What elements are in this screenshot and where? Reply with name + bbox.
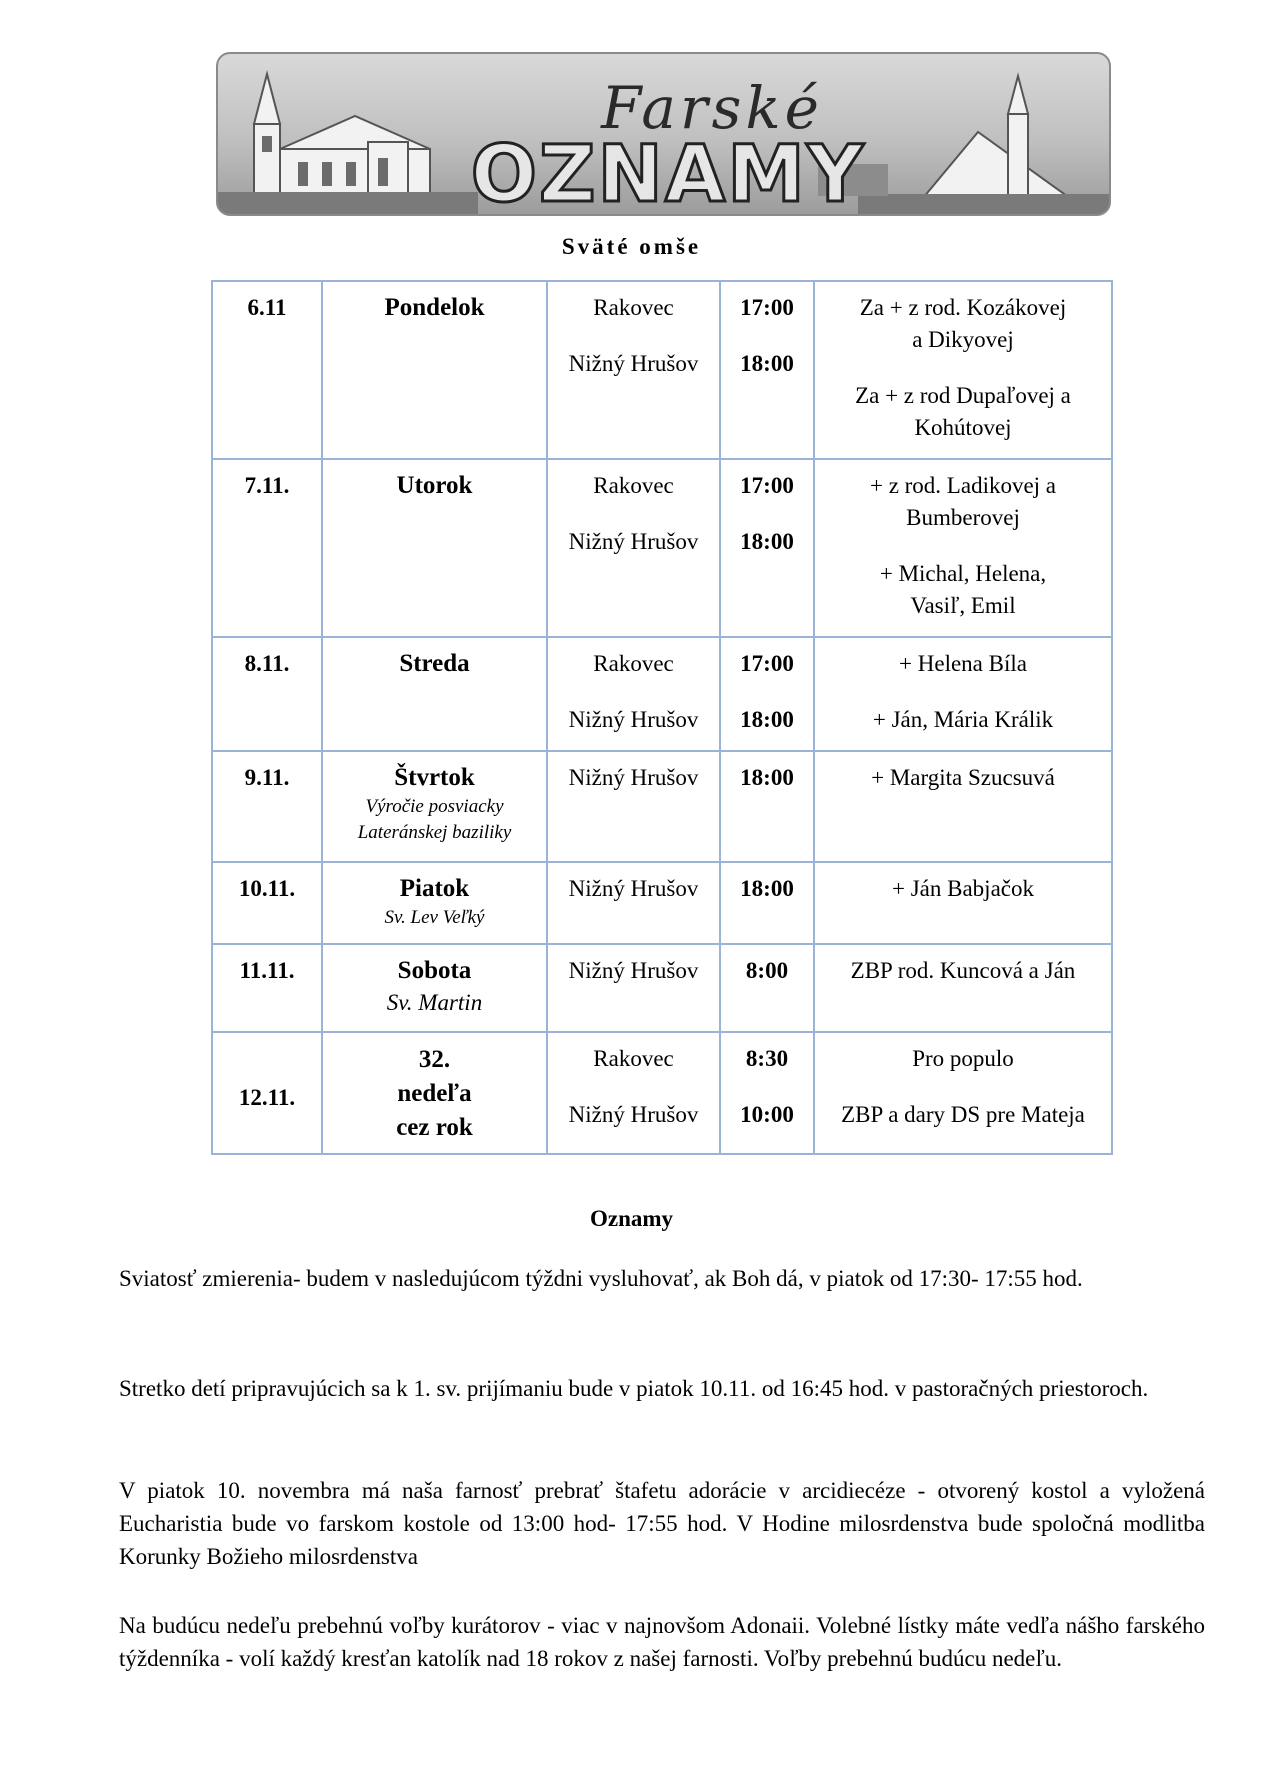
mass-intention: + Helena Bíla: [899, 651, 1027, 676]
date-cell: 7.11.: [212, 459, 322, 637]
intention-cell: [814, 751, 1112, 862]
mass-intention: + Ján Babjačok: [892, 876, 1034, 901]
table-row: [212, 944, 1112, 1032]
place-name: Rakovec: [593, 473, 674, 498]
announcement-4: Na budúcu nedeľu prebehnú voľby kurátorov - viac v najnovšom Adonaii. Volebné lístky máte vedľa nášho farského týždenníka - volí každý kresťan katolík nad 18 rokov z našej farnosti. Voľby prebehnú budúcu nedeľu.: [119, 1613, 1205, 1671]
mass-intention: + z rod. Ladikovej a Bumberovej: [869, 473, 1057, 530]
mass-time: 18:00: [740, 876, 794, 901]
intention-cell: [814, 281, 1112, 459]
place-name: Nižný Hrušov: [568, 958, 699, 983]
intention-cell: [814, 459, 1112, 637]
place-cell: [547, 281, 720, 459]
place-name: Nižný Hrušov: [568, 707, 699, 732]
place-cell: [547, 459, 720, 637]
table-row: [212, 1032, 1112, 1154]
mass-time: 17:00: [740, 651, 794, 676]
place-name: Nižný Hrušov: [568, 876, 699, 901]
table-row: [212, 751, 1112, 862]
place-name: Nižný Hrušov: [568, 765, 699, 790]
mass-intention: + Michal, Helena, Vasiľ, Emil: [879, 561, 1047, 618]
feast-subtitle: Výročie posviacky Lateránskej baziliky: [357, 796, 512, 843]
intention-cell: [814, 1032, 1112, 1154]
mass-schedule-table: [211, 280, 1113, 1155]
mass-intention: + Ján, Mária Králik: [872, 707, 1054, 732]
date-cell: 11.11.: [212, 944, 322, 1032]
feast-subtitle: Sv. Martin: [386, 990, 483, 1015]
date-cell: 8.11.: [212, 637, 322, 751]
table-row: [212, 637, 1112, 751]
date-cell: 10.11.: [212, 862, 322, 944]
mass-time: 10:00: [740, 1102, 794, 1127]
day-name: Utorok: [396, 472, 473, 499]
day-name: Sobota: [397, 957, 472, 984]
mass-time: 18:00: [740, 529, 794, 554]
place-name: Rakovec: [593, 651, 674, 676]
intention-cell: [814, 637, 1112, 751]
date-cell: 9.11.: [212, 751, 322, 862]
time-cell: [720, 1032, 814, 1154]
table-row: [212, 459, 1112, 637]
place-name: Rakovec: [593, 1046, 674, 1071]
mass-intention: Za + z rod Dupaľovej a Kohútovej: [855, 383, 1071, 440]
day-cell: [322, 862, 547, 944]
mass-intention: ZBP rod. Kuncová a Ján: [850, 958, 1076, 983]
day-name: Piatok: [399, 875, 470, 902]
day-cell: [322, 459, 547, 637]
day-cell: [322, 944, 547, 1032]
mass-intention: Za + z rod. Kozákovej a Dikyovej: [859, 295, 1067, 352]
table-row: [212, 281, 1112, 459]
day-cell: [322, 751, 547, 862]
mass-time: 18:00: [740, 765, 794, 790]
table-row: [212, 862, 1112, 944]
day-cell: [322, 1032, 547, 1154]
announcements-title: Oznamy: [589, 1206, 674, 1231]
mass-intention: Pro populo: [912, 1046, 1014, 1071]
mass-intention: ZBP a dary DS pre Mateja: [841, 1102, 1085, 1127]
mass-time: 17:00: [740, 473, 794, 498]
time-cell: [720, 637, 814, 751]
place-name: Nižný Hrušov: [568, 351, 699, 376]
mass-time: 8:30: [745, 1046, 789, 1071]
intention-cell: [814, 862, 1112, 944]
mass-time: 18:00: [740, 707, 794, 732]
date-cell: 12.11.: [212, 1032, 322, 1154]
announcement-2: Stretko detí pripravujúcich sa k 1. sv. prijímaniu bude v piatok 10.11. od 16:45 hod. v pastoračných priestoroch.: [119, 1376, 1149, 1401]
place-cell: [547, 944, 720, 1032]
header-banner: [216, 52, 1111, 216]
place-name: Nižný Hrušov: [568, 529, 699, 554]
date-cell: 6.11: [212, 281, 322, 459]
day-cell: [322, 637, 547, 751]
time-cell: [720, 281, 814, 459]
place-cell: [547, 751, 720, 862]
mass-time: 8:00: [745, 958, 789, 983]
masses-title: Sväté omše: [561, 234, 702, 259]
intention-cell: [814, 944, 1112, 1032]
place-name: Rakovec: [593, 295, 674, 320]
time-cell: [720, 459, 814, 637]
day-name: Streda: [399, 650, 470, 677]
mass-time: 18:00: [740, 351, 794, 376]
time-cell: [720, 944, 814, 1032]
feast-subtitle: Sv. Lev Veľký: [384, 907, 485, 928]
mass-time: 17:00: [740, 295, 794, 320]
place-cell: [547, 637, 720, 751]
banner-script-title: Farské: [601, 74, 823, 142]
place-cell: [547, 1032, 720, 1154]
time-cell: [720, 751, 814, 862]
day-name: Štvrtok: [394, 764, 475, 791]
day-name: 32. nedeľa cez rok: [396, 1046, 473, 1141]
day-cell: [322, 281, 547, 459]
place-cell: [547, 862, 720, 944]
mass-intention: + Margita Szucsuvá: [871, 765, 1055, 790]
announcement-1: Sviatosť zmierenia- budem v nasledujúcom týždni vysluhovať, ak Boh dá, v piatok od 17:30- 17:55 hod.: [119, 1266, 1083, 1291]
day-name: Pondelok: [384, 294, 485, 321]
time-cell: [720, 862, 814, 944]
place-name: Nižný Hrušov: [568, 1102, 699, 1127]
banner-big-title: OZNAMY: [470, 130, 866, 216]
announcement-3: V piatok 10. novembra má naša farnosť prebrať štafetu adorácie v arcidiecéze - otvorený kostol a vyložená Eucharistia bude vo farskom kostole od 13:00 hod- 17:55 hod. V Hodine milosrdenstva bude spoločná modlitba Korunky Božieho milosrdenstva: [119, 1478, 1205, 1569]
